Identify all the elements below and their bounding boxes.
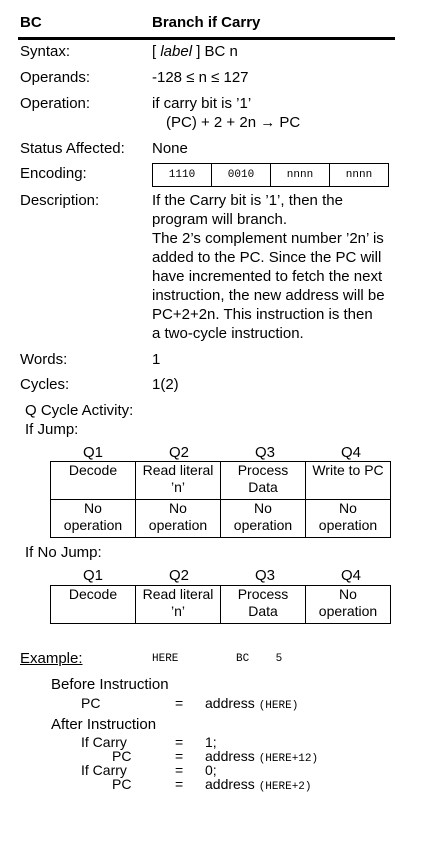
after-carry-value-0: 0; bbox=[205, 762, 217, 778]
instruction-mnemonic: BC bbox=[20, 14, 42, 31]
before-pc-label: PC bbox=[81, 695, 101, 711]
q-cell: No operation bbox=[306, 586, 391, 624]
q-cell: No operation bbox=[51, 500, 136, 538]
words-value: 1 bbox=[152, 351, 161, 368]
description-label: Description: bbox=[20, 192, 100, 209]
encoding-field: 1110 bbox=[153, 164, 212, 187]
status-label: Status Affected: bbox=[20, 140, 125, 157]
operation-line1: if carry bit is ’1’ bbox=[152, 95, 252, 112]
cycles-label: Cycles: bbox=[20, 376, 70, 393]
after-pc-value-1: address (HERE+12) bbox=[205, 748, 319, 765]
operation-line2: (PC) + 2 + 2n → PC bbox=[166, 114, 301, 131]
after-pc-1: PC bbox=[112, 748, 132, 764]
syntax-label-italic: label bbox=[160, 43, 193, 60]
q-header: Q1 bbox=[82, 444, 103, 461]
description-line: program will branch. bbox=[152, 211, 288, 228]
no-jump-cycle-table bbox=[50, 585, 391, 624]
q-cell: No operation bbox=[221, 500, 306, 538]
q-header: Q4 bbox=[340, 444, 361, 461]
q-cell: Write to PC bbox=[306, 462, 391, 500]
description-line: instruction, the new address will be bbox=[152, 287, 385, 304]
q-cell: Read literal ’n’ bbox=[136, 462, 221, 500]
operands-label: Operands: bbox=[20, 69, 91, 86]
description-line: have incremented to fetch the next bbox=[152, 268, 383, 285]
after-eq: = bbox=[175, 734, 184, 750]
before-eq: = bbox=[175, 695, 184, 711]
description-line: If the Carry bit is ’1’, then the bbox=[152, 192, 343, 209]
encoding-table bbox=[152, 163, 389, 187]
words-label: Words: bbox=[20, 351, 68, 368]
status-value: None bbox=[152, 140, 188, 157]
description-line: added to the PC. Since the PC will bbox=[152, 249, 382, 266]
q-cell: No operation bbox=[306, 500, 391, 538]
syntax-value bbox=[152, 43, 238, 60]
q-cell: Decode bbox=[51, 586, 136, 624]
description-line: a two-cycle instruction. bbox=[152, 325, 304, 342]
before-pc-value: address (HERE) bbox=[205, 695, 299, 712]
before-instruction-label: Before Instruction bbox=[51, 676, 169, 693]
syntax-label: Syntax: bbox=[20, 43, 71, 60]
q-cell: Process Data bbox=[221, 462, 306, 500]
q-header: Q2 bbox=[168, 444, 189, 461]
encoding-label: Encoding: bbox=[20, 165, 87, 182]
q-cell: No operation bbox=[136, 500, 221, 538]
jump-cycle-table bbox=[50, 461, 391, 538]
after-instruction-label: After Instruction bbox=[51, 716, 157, 733]
q-header: Q3 bbox=[254, 444, 275, 461]
header-rule bbox=[18, 37, 395, 40]
syntax-post: ] BC n bbox=[192, 43, 238, 60]
q-header: Q2 bbox=[168, 567, 189, 584]
after-if-carry-0: If Carry bbox=[81, 762, 127, 778]
cycles-value: 1(2) bbox=[152, 376, 179, 393]
encoding-field: nnnn bbox=[330, 164, 389, 187]
if-no-jump-label: If No Jump: bbox=[25, 544, 102, 561]
operation-label: Operation: bbox=[20, 95, 91, 112]
syntax-pre: [ bbox=[152, 43, 161, 60]
operands-value: -128 ≤ n ≤ 127 bbox=[152, 69, 249, 86]
encoding-field: nnnn bbox=[271, 164, 330, 187]
q-cell: Process Data bbox=[221, 586, 306, 624]
after-carry-value-1: 1; bbox=[205, 734, 217, 750]
after-if-carry-1: If Carry bbox=[81, 734, 127, 750]
example-label: Example: bbox=[20, 650, 83, 667]
qcycle-label: Q Cycle Activity: bbox=[25, 402, 134, 419]
encoding-field: 0010 bbox=[212, 164, 271, 187]
q-header: Q1 bbox=[82, 567, 103, 584]
instruction-title: Branch if Carry bbox=[152, 14, 261, 31]
example-code-label: HERE bbox=[152, 653, 179, 665]
after-eq: = bbox=[175, 776, 184, 792]
after-eq: = bbox=[175, 762, 184, 778]
after-pc-2: PC bbox=[112, 776, 132, 792]
q-header: Q4 bbox=[340, 567, 361, 584]
q-cell: Read literal ’n’ bbox=[136, 586, 221, 624]
description-text bbox=[152, 191, 397, 343]
description-line: PC+2+2n. This instruction is then bbox=[152, 306, 373, 323]
description-line: The 2’s complement number ’2n’ is bbox=[152, 230, 384, 247]
example-code-instr: BC 5 bbox=[236, 653, 283, 665]
after-pc-value-2: address (HERE+2) bbox=[205, 776, 312, 793]
q-header: Q3 bbox=[254, 567, 275, 584]
after-eq: = bbox=[175, 748, 184, 764]
if-jump-label: If Jump: bbox=[25, 421, 79, 438]
q-cell: Decode bbox=[51, 462, 136, 500]
